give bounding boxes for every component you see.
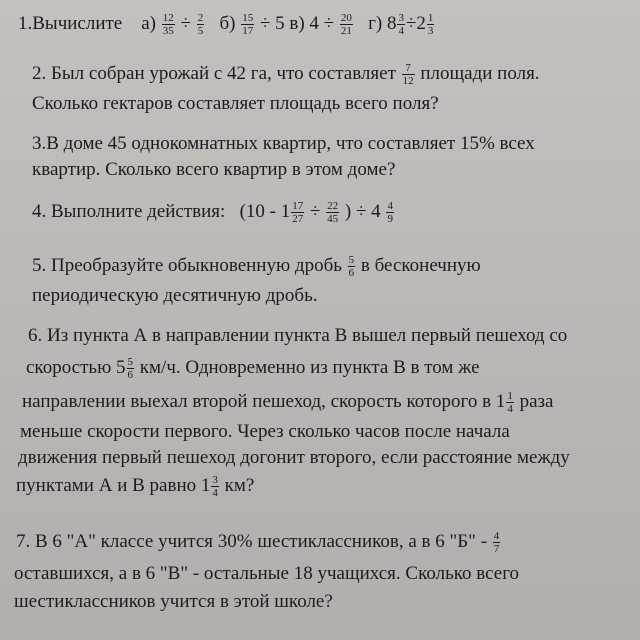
fraction-denominator: 4: [212, 487, 218, 500]
fraction: [326, 200, 339, 225]
task-6-line-3: [22, 390, 553, 415]
fraction: [340, 12, 353, 37]
fraction-denominator: 17: [242, 25, 254, 38]
fraction: [402, 62, 415, 87]
fraction: [162, 12, 175, 37]
text: скоростью 5: [26, 357, 126, 378]
fraction-numerator: 1: [507, 390, 513, 403]
fraction-numerator: 3: [398, 12, 404, 25]
fraction-denominator: 3: [427, 25, 434, 38]
task-4: [32, 200, 395, 225]
fraction: [397, 12, 405, 37]
fraction-denominator: 35: [162, 25, 174, 38]
fraction: [348, 254, 356, 279]
fraction-numerator: 17: [292, 200, 304, 213]
text: км/ч. Одновременно из пункта В в том же: [139, 357, 480, 378]
task-2-line-2: Сколько гектаров составляет площадь всего поля?: [32, 93, 439, 114]
fraction-numerator: 15: [242, 12, 254, 25]
task-3-line-2: квартир. Сколько всего квартир в этом доме?: [32, 159, 396, 180]
fraction-denominator: 27: [292, 213, 304, 226]
fraction-numerator: 4: [493, 530, 500, 543]
task-2-line-1: [32, 62, 540, 87]
fraction-numerator: 1: [427, 12, 434, 25]
fraction-numerator: 5: [348, 254, 355, 267]
task-1: [18, 12, 435, 37]
task-7-line-1: [16, 530, 501, 555]
fraction: [241, 12, 254, 37]
fraction: [427, 12, 435, 37]
text: раза: [519, 391, 554, 412]
task-1d-marker: г): [368, 13, 383, 34]
task-6-line-2: [26, 356, 480, 381]
fraction-denominator: 7: [493, 543, 500, 556]
operator: ÷: [180, 13, 191, 34]
operator: ÷ 5: [259, 13, 285, 34]
fraction: [386, 200, 394, 225]
fraction-numerator: 5: [127, 356, 134, 369]
fraction-numerator: 7: [402, 62, 415, 75]
fraction-denominator: 6: [127, 369, 134, 382]
text: пунктами А и В равно 1: [16, 475, 211, 496]
text: 2. Был собран урожай с 42 га, что составляет: [32, 63, 396, 84]
text: в бесконечную: [360, 255, 481, 276]
task-7-line-3: шестиклассников учится в этой школе?: [14, 591, 333, 612]
task-7-line-2: оставшихся, а в 6 "В" - остальные 18 учащихся. Сколько всего: [14, 563, 520, 584]
fraction: [291, 200, 304, 225]
task-1b-marker: б): [219, 13, 236, 34]
whole-number: 8: [386, 13, 397, 34]
fraction: [493, 530, 501, 555]
task-6-line-5: движения первый пешеход догонит второго, если расстояние между: [18, 447, 570, 468]
text: км?: [224, 475, 255, 496]
fraction-denominator: 21: [340, 25, 352, 38]
task-3-line-1: 3.В доме 45 однокомнатных квартир, что составляет 15% всех: [32, 133, 535, 154]
task-6-line-1: 6. Из пункта А в направлении пункта В вышел первый пешеход со: [28, 325, 568, 346]
fraction-denominator: 6: [348, 267, 355, 280]
fraction: [127, 356, 135, 381]
task-6-line-4: меньше скорости первого. Через сколько часов после начала: [20, 421, 510, 442]
text: 7. В 6 "А" классе учится 30% шестиклассников, а в 6 "Б" -: [16, 531, 488, 552]
task-5-line-1: [32, 254, 481, 279]
fraction-denominator: 4: [398, 25, 404, 38]
fraction-numerator: 2: [197, 12, 204, 25]
text: 5. Преобразуйте обыкновенную дробь: [32, 255, 342, 276]
task-1c-marker: в) 4 ÷: [289, 13, 335, 34]
task-5-line-2: периодическую десятичную дробь.: [32, 285, 318, 306]
fraction-numerator: 22: [327, 200, 339, 213]
fraction-numerator: 20: [340, 12, 352, 25]
fraction-numerator: 4: [387, 200, 393, 213]
fraction-denominator: 12: [402, 75, 414, 88]
task-1a-marker: а): [141, 13, 156, 34]
fraction: [197, 12, 205, 37]
task-6-line-6: [16, 474, 254, 499]
fraction-denominator: 9: [387, 213, 393, 226]
text: ) ÷ 4: [344, 201, 381, 222]
operator: ÷2: [405, 13, 426, 34]
fraction: [211, 474, 219, 499]
fraction-denominator: 5: [197, 25, 204, 38]
fraction-numerator: 3: [212, 474, 218, 487]
text: направлении выехал второй пешеход, скорость которого в 1: [22, 391, 506, 412]
operator: ÷: [309, 201, 321, 222]
text: площади поля.: [420, 63, 540, 84]
fraction-numerator: 12: [162, 12, 174, 25]
fraction-denominator: 4: [507, 403, 513, 416]
task-1-label: 1.Вычислите: [18, 13, 123, 34]
text: (10 - 1: [239, 201, 291, 222]
task-4-label: 4. Выполните действия:: [32, 201, 226, 222]
fraction: [506, 390, 514, 415]
fraction-denominator: 45: [327, 213, 339, 226]
